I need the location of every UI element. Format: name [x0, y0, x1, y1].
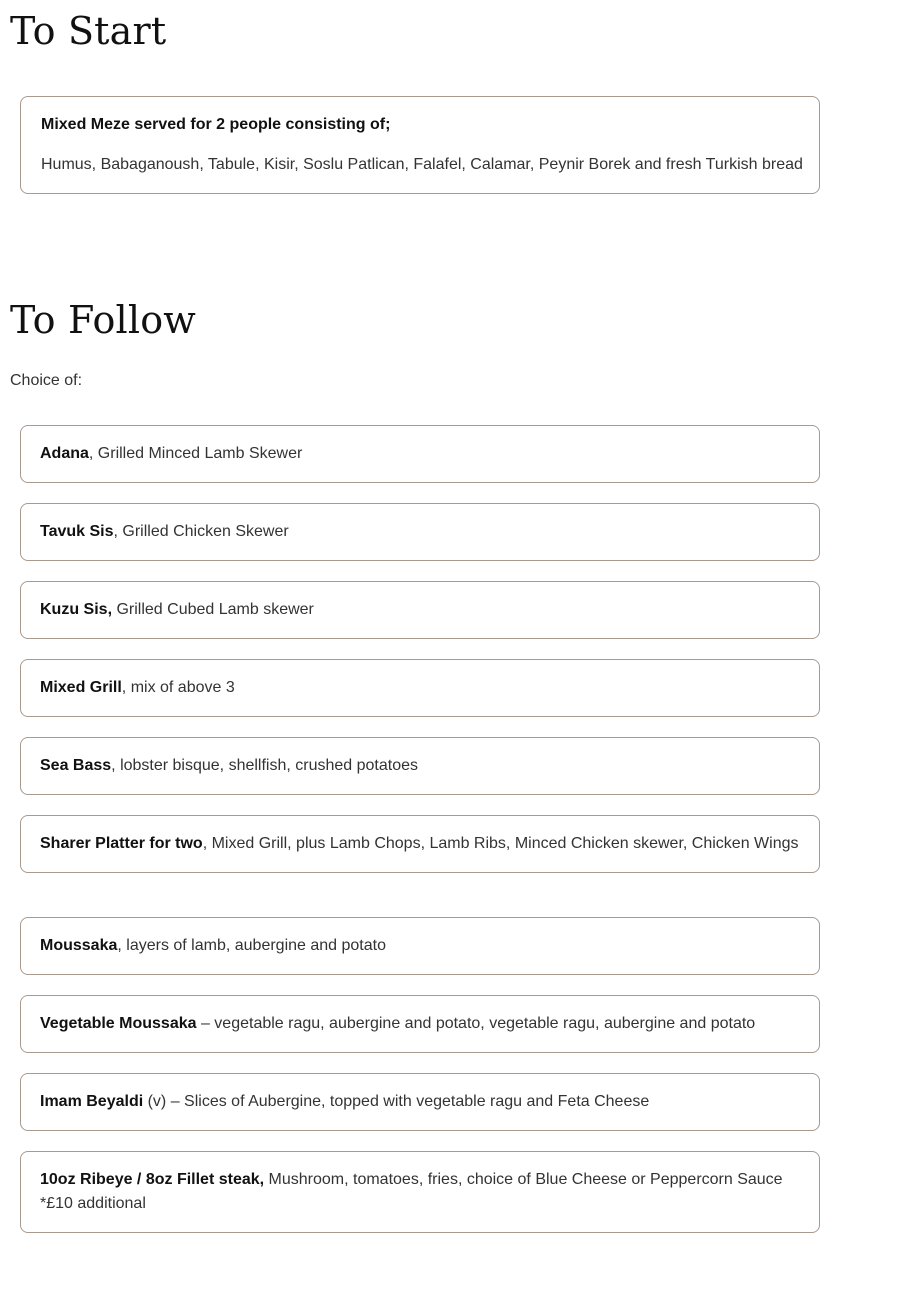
menu-item-description: , Mixed Grill, plus Lamb Chops, Lamb Ribs, Minced Chicken skewer, Chicken Wings: [202, 835, 799, 852]
meze-card: [20, 96, 820, 194]
menu-item-name: Adana: [40, 445, 89, 462]
menu-item-kuzu-sis: [20, 581, 820, 639]
menu-item-vegetable-moussaka: [20, 995, 820, 1053]
menu-item-sharer-platter: [20, 815, 820, 873]
menu-item-tavuk-sis: [20, 503, 820, 561]
menu-item-name: 10oz Ribeye / 8oz Fillet steak,: [40, 1171, 265, 1188]
menu-item-adana: [20, 425, 820, 483]
menu-item-description: Mushroom, tomatoes, fries, choice of Blue Cheese or Peppercorn Sauce *£10 additional: [40, 1171, 783, 1212]
menu-item-moussaka: [20, 917, 820, 975]
menu-item-name: Tavuk Sis: [40, 523, 114, 540]
menu-item-description: , layers of lamb, aubergine and potato: [117, 937, 386, 954]
menu-item-name: Moussaka: [40, 937, 118, 954]
menu-item-mixed-grill: [20, 659, 820, 717]
section-title-to-start: To Start: [10, 9, 167, 53]
menu-item-description: (v) – Slices of Aubergine, topped with vegetable ragu and Feta Cheese: [143, 1093, 650, 1110]
menu-item-steak: [20, 1151, 820, 1233]
menu-item-imam-beyaldi: [20, 1073, 820, 1131]
menu-item-description: – vegetable ragu, aubergine and potato, vegetable ragu, aubergine and potato: [196, 1015, 756, 1032]
menu-item-name: Kuzu Sis,: [40, 601, 113, 618]
menu-item-sea-bass: [20, 737, 820, 795]
menu-item-name: Sea Bass: [40, 757, 112, 774]
choice-intro: Choice of:: [10, 372, 83, 389]
menu-item-name: Mixed Grill: [40, 679, 122, 696]
menu-item-name: Vegetable Moussaka: [40, 1015, 197, 1032]
menu-item-description: , Grilled Chicken Skewer: [113, 523, 289, 540]
menu-item-description: , Grilled Minced Lamb Skewer: [88, 445, 303, 462]
section-title-to-follow: To Follow: [10, 298, 197, 342]
menu-item-description: Grilled Cubed Lamb skewer: [112, 601, 314, 618]
menu-item-name: Sharer Platter for two: [40, 835, 203, 852]
menu-item-name: Imam Beyaldi: [40, 1093, 144, 1110]
menu-item-description: , mix of above 3: [121, 679, 235, 696]
meze-title: Mixed Meze served for 2 people consisting of;: [41, 116, 391, 133]
meze-description: Humus, Babaganoush, Tabule, Kisir, Soslu Patlican, Falafel, Calamar, Peynir Borek and fresh Turkish bread: [41, 156, 803, 173]
menu-item-description: , lobster bisque, shellfish, crushed potatoes: [111, 757, 419, 774]
